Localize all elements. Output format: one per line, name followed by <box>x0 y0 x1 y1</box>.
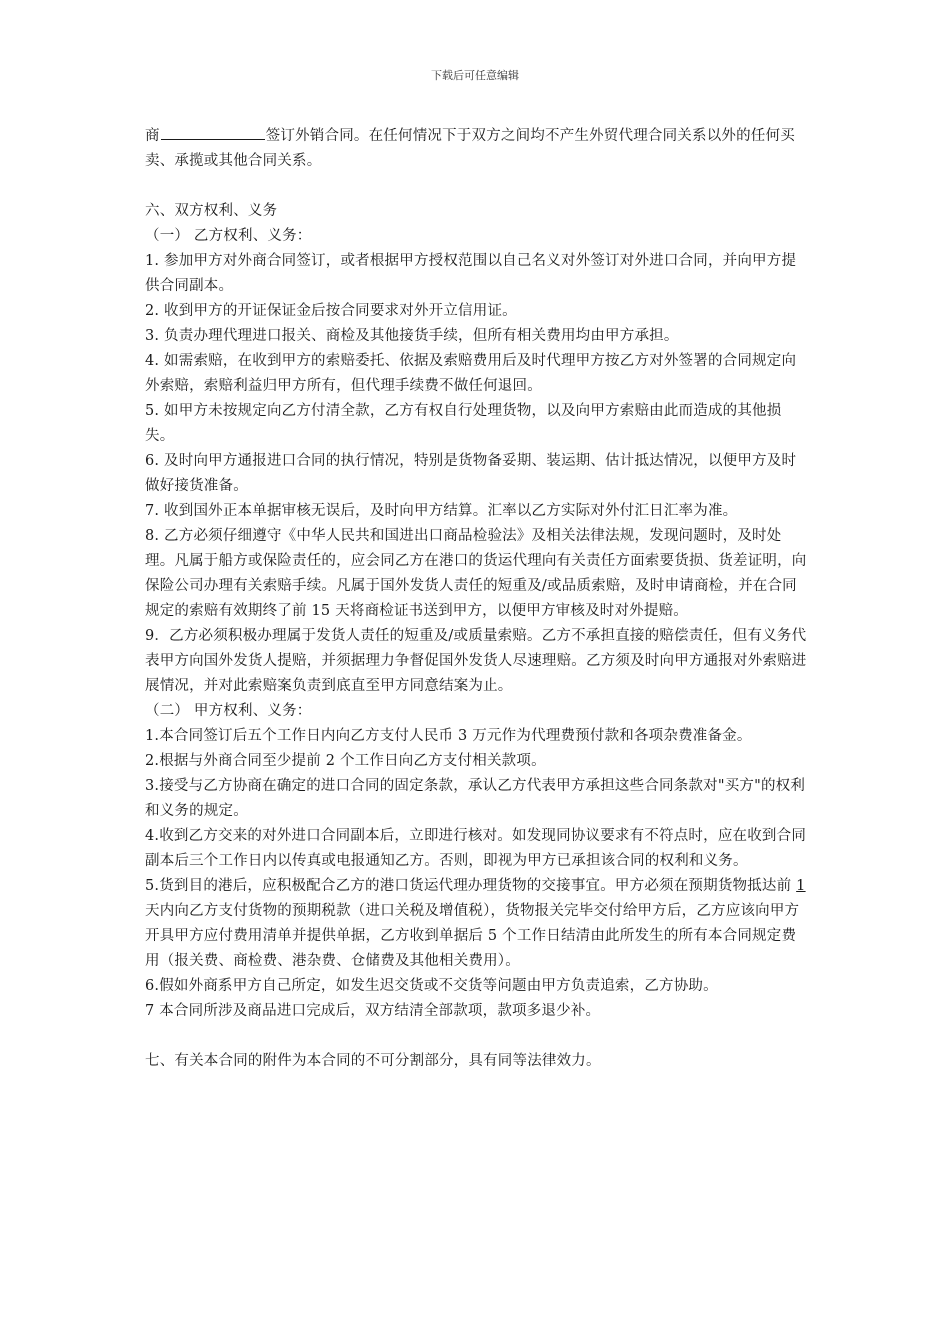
intro-paragraph <box>145 124 810 174</box>
party-b-item: 3. 负责办理代理进口报关、商检及其他接货手续，但所有相关费用均由甲方承担。 <box>145 328 679 344</box>
spacer <box>145 174 810 199</box>
spacer <box>145 1024 810 1049</box>
party-b-heading: （一） 乙方权利、义务： <box>145 228 312 244</box>
party-a-heading: （二） 甲方权利、义务： <box>145 703 312 719</box>
party-b-item: 9．乙方必须积极办理属于发货人责任的短重及/或质量索赔。乙方不承担直接的赔偿责任，但有义务代表甲方向国外发货人提赔，并须据理力争督促国外发货人尽速理赔。乙方须及时向甲方通报对外索赔进展情况，并对此索赔案负责到底直至甲方同意结案为止。 <box>145 628 807 694</box>
item-5-days: 1 <box>796 878 806 894</box>
party-b-item: 7. 收到国外正本单据审核无误后，及时向甲方结算。汇率以乙方实际对外付汇日汇率为准。 <box>145 503 738 519</box>
party-a-item-5 <box>145 874 810 974</box>
section-7-title: 七、有关本合同的附件为本合同的不可分割部分，具有同等法律效力。 <box>145 1053 601 1069</box>
party-b-item: 1. 参加甲方对外商合同签订，或者根据甲方授权范围以自己名义对外签订对外进口合同，并向甲方提供合同副本。 <box>145 253 797 294</box>
party-a-item: 7 本合同所涉及商品进口完成后，双方结清全部款项，款项多退少补。 <box>145 1003 601 1019</box>
party-a-item: 1.本合同签订后五个工作日内向乙方支付人民币 3 万元作为代理费预付款和各项杂费准备金。 <box>145 728 752 744</box>
item-5-after: 天内向乙方支付货物的预期税款（进口关税及增值税），货物报关完毕交付给甲方后，乙方应该向甲方开具甲方应付费用清单并提供单据，乙方收到单据后 5 个工作日结清由此所发生的所有本合同规定费用（报关费、商检费、港杂费、仓储费及其他相关费用）。 <box>145 903 800 969</box>
item-5-before: 5.货到目的港后，应积极配合乙方的港口货运代理办理货物的交接事宜。甲方必须在预期货物抵达前 <box>145 878 797 894</box>
page-header: 下载后可任意编辑 <box>431 69 519 82</box>
intro-prefix: 商 <box>145 128 160 144</box>
blank-line <box>161 124 265 140</box>
party-b-item: 4. 如需索赔，在收到甲方的索赔委托、依据及索赔费用后及时代理甲方按乙方对外签署的合同规定向外索赔，索赔利益归甲方所有，但代理手续费不做任何退回。 <box>145 353 797 394</box>
party-b-item: 2. 收到甲方的开证保证金后按合同要求对外开立信用证。 <box>145 303 517 319</box>
section-6-title: 六、双方权利、义务 <box>145 203 278 219</box>
party-a-item: 2.根据与外商合同至少提前 2 个工作日向乙方支付相关款项。 <box>145 753 546 769</box>
party-a-item: 3.接受与乙方协商在确定的进口合同的固定条款，承认乙方代表甲方承担这些合同条款对"买方"的权利和义务的规定。 <box>145 778 806 819</box>
party-b-item: 5. 如甲方未按规定向乙方付清全款，乙方有权自行处理货物，以及向甲方索赔由此而造成的其他损失。 <box>145 403 782 444</box>
intro-suffix: 签订外销合同。在任何情况下于双方之间均不产生外贸代理合同关系以外的任何买卖、承揽或其他合同关系。 <box>145 128 795 169</box>
contract-body <box>145 124 810 1074</box>
party-b-item: 8. 乙方必须仔细遵守《中华人民共和国进出口商品检验法》及相关法律法规，发现问题时，及时处理。凡属于船方或保险责任的，应会同乙方在港口的货运代理向有关责任方面索要货损、货差证明，向保险公司办理有关索赔手续。凡属于国外发货人责任的短重及/或品质索赔，及时申请商检，并在合同规定的索赔有效期终了前 15 天将商检证书送到甲方，以便甲方审核及时对外提赔。 <box>145 528 807 619</box>
party-b-item: 6. 及时向甲方通报进口合同的执行情况，特别是货物备妥期、装运期、估计抵达情况，以便甲方及时做好接货准备。 <box>145 453 797 494</box>
party-a-item: 4.收到乙方交来的对外进口合同副本后，立即进行核对。如发现同协议要求有不符点时，应在收到合同副本后三个工作日内以传真或电报通知乙方。否则，即视为甲方已承担该合同的权利和义务。 <box>145 828 807 869</box>
party-a-item: 6.假如外商系甲方自己所定，如发生迟交货或不交货等问题由甲方负责追索，乙方协助。 <box>145 978 718 994</box>
